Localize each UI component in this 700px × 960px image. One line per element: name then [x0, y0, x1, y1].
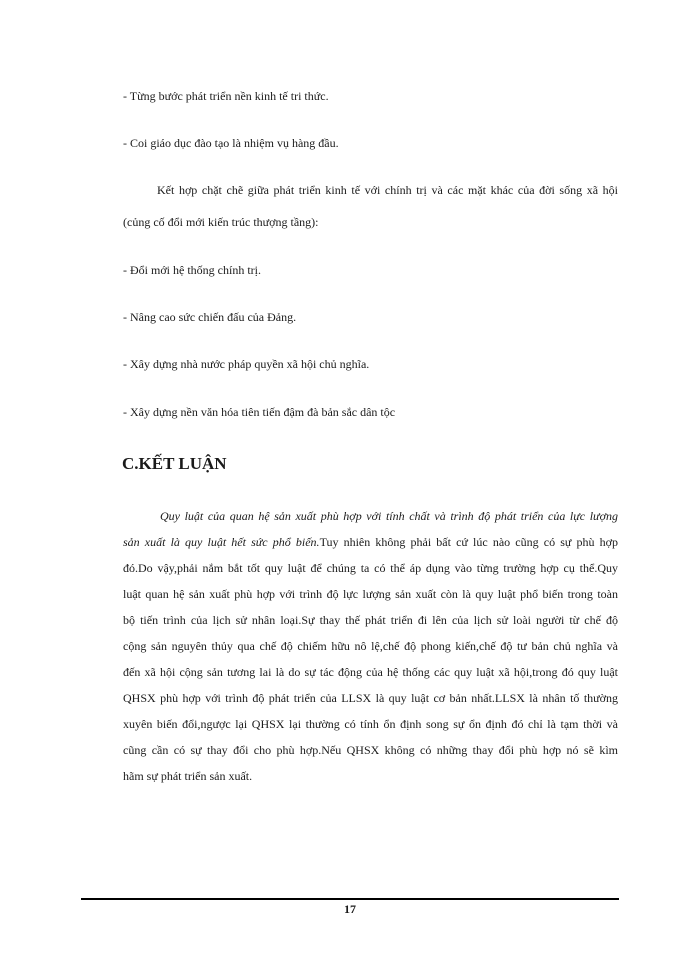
- page-number: 17: [344, 902, 356, 916]
- bullet-education-priority: - Coi giáo dục đào tạo là nhiệm vụ hàng đầu.: [123, 136, 339, 150]
- conclusion-line: cộng sản nguyên thủy qua chế độ chiếm hữu nô lệ,chế độ phong kiến,chế độ tư bản chủ nghĩa và: [123, 639, 618, 653]
- bullet-party-strength: - Nâng cao sức chiến đấu của Đảng.: [123, 310, 297, 324]
- combine-line: Kết hợp chặt chẽ giữa phát triển kinh tế với chính trị và các mặt khác của đời sống xã hội: [157, 183, 618, 197]
- conclusion-line: luật quan hệ sản xuất phù hợp với trình độ lực lượng sản xuất còn là quy luật phổ biến trong toàn: [123, 587, 618, 601]
- conclusion-line-rest: Tuy nhiên không phải bất cứ lúc nào cũng có sự phù hợp: [319, 535, 618, 549]
- bullet-political-reform: - Đổi mới hệ thống chính trị.: [123, 263, 261, 277]
- footer-divider: [81, 898, 619, 900]
- conclusion-line: hãm sự phát triển sản xuất.: [123, 769, 253, 783]
- conclusion-line: [123, 534, 618, 550]
- conclusion-line: QHSX phù hợp với trình độ phát triển của LLSX là quy luật cơ bản nhất.LLSX là nhân tố thường: [123, 691, 618, 705]
- bullet-national-culture: - Xây dựng nền văn hóa tiên tiến đậm đà bản sắc dân tộc: [123, 405, 396, 419]
- conclusion-line: cũng cần có sự thay đổi cho phù hợp.Nếu QHSX không có những thay đổi phù hợp nó sẽ kìm: [123, 743, 618, 757]
- conclusion-italic-tail: sản xuất là quy luật hết sức phổ biến.: [123, 535, 320, 549]
- conclusion-line: đến xã hội cộng sản tương lai là do sự tác động của hệ thống các quy luật xã hội,trong đó quy luật: [123, 665, 618, 679]
- conclusion-line: xuyên biến đổi,ngược lại QHSX lại thường có tính ổn định song sự ổn định đó chỉ là tạm thời và: [123, 717, 618, 731]
- bullet-rule-of-law-state: - Xây dựng nhà nước pháp quyền xã hội chủ nghĩa.: [123, 357, 370, 371]
- bullet-knowledge-economy: - Từng bước phát triển nền kinh tế tri thức.: [123, 89, 329, 103]
- conclusion-line: Quy luật của quan hệ sản xuất phù hợp với tính chất và trình độ phát triển của lực lượng: [160, 509, 618, 523]
- conclusion-paragraph: [123, 508, 618, 784]
- conclusion-heading: C.KẾT LUẬN: [122, 454, 227, 473]
- conclusion-line: bộ tiến trình của lịch sử nhân loại.Sự thay thế phát triển đi lên của lịch sử loài người từ chế độ: [123, 613, 618, 627]
- combine-paragraph: [123, 182, 618, 230]
- combine-line: (củng cố đổi mới kiến trúc thượng tầng):: [123, 215, 319, 229]
- conclusion-line: đó.Do vậy,phải nắm bắt tốt quy luật để chúng ta có thể áp dụng vào từng trường hợp cụ thể.Quy: [123, 561, 618, 575]
